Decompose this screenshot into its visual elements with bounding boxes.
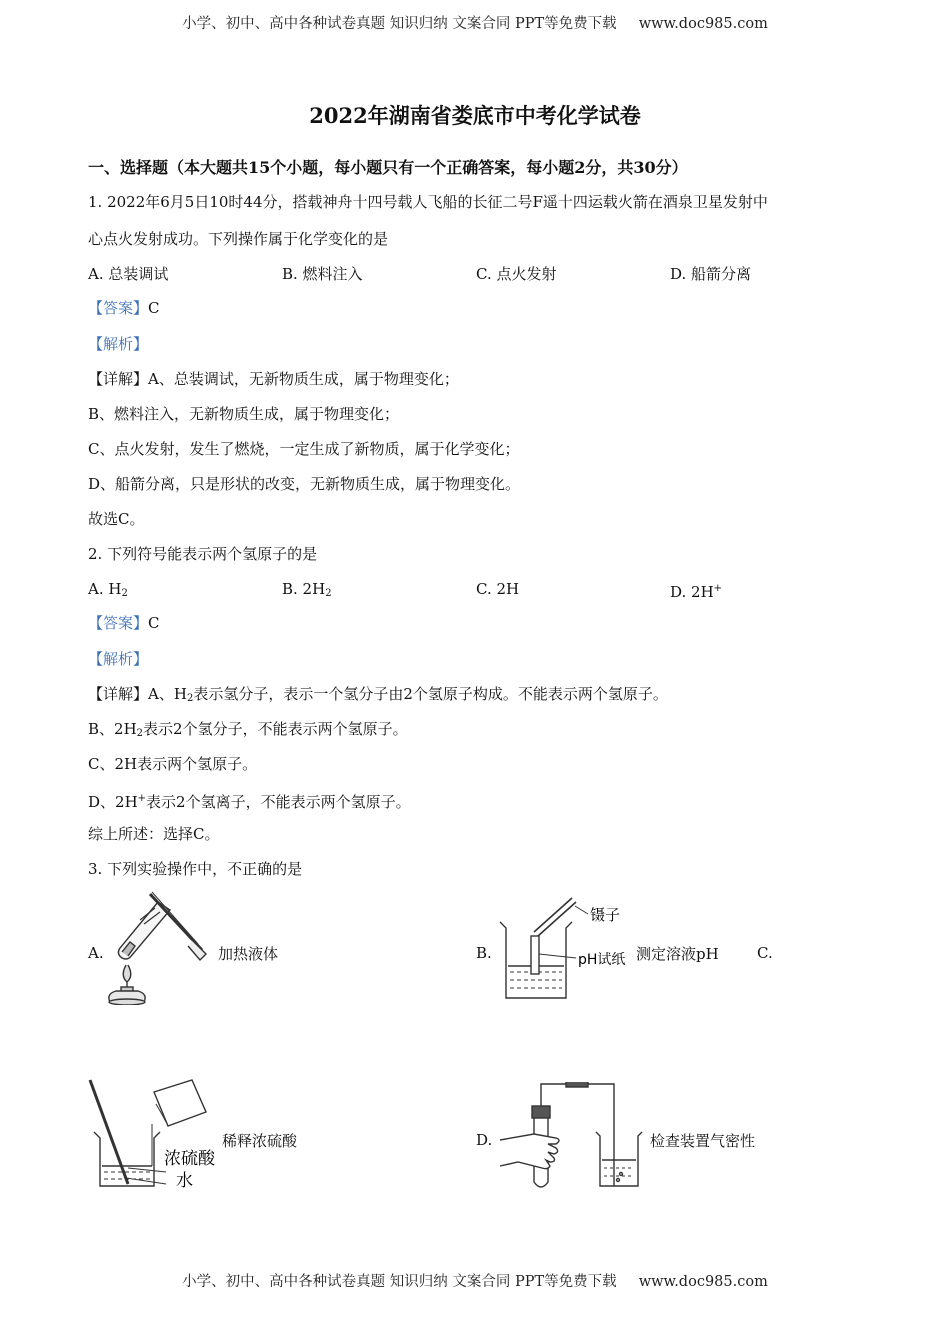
q3-option-b-label: B. bbox=[476, 944, 492, 962]
airtightness-illustration bbox=[496, 1082, 651, 1194]
q1-detail-1 bbox=[88, 369, 459, 389]
detail-tag: 【详解】 bbox=[88, 370, 149, 388]
detail-text: A、H bbox=[148, 685, 187, 703]
ph-test-illustration bbox=[498, 892, 638, 1004]
answer-value: C bbox=[148, 614, 160, 632]
q1-analysis-tag: 【解析】 bbox=[88, 335, 149, 353]
subscript: 2 bbox=[325, 588, 332, 599]
q2-option-c: C. 2H bbox=[476, 580, 520, 598]
q3-caption-d: 检查装置气密性 bbox=[650, 1132, 756, 1150]
formula: D. 2H bbox=[670, 583, 714, 601]
answer-tag: 【答案】 bbox=[88, 614, 149, 632]
q1-detail-2: B、燃料注入，无新物质生成，属于物理变化； bbox=[88, 405, 400, 423]
q1-stem-line1: 1. 2022年6月5日10时44分，搭载神舟十四号载人飞船的长征二号F遥十四运载火箭在酒泉卫星发射中 bbox=[88, 193, 768, 211]
answer-tag: 【答案】 bbox=[88, 299, 149, 317]
q2-detail-5: 综上所述：选择C。 bbox=[88, 825, 220, 843]
q3-caption-a: 加热液体 bbox=[218, 945, 279, 963]
q2-detail-2 bbox=[88, 719, 408, 744]
superscript: + bbox=[137, 793, 147, 804]
q3-caption-b: 测定溶液pH bbox=[636, 945, 719, 963]
water-label: 水 bbox=[176, 1171, 193, 1191]
q1-detail-5: 故选C。 bbox=[88, 510, 145, 528]
detail-text: 表示2个氢离子，不能表示两个氢原子。 bbox=[146, 793, 411, 811]
q3-stem: 3. 下列实验操作中，不正确的是 bbox=[88, 860, 303, 878]
ph-paper-label: pH试纸 bbox=[578, 952, 626, 968]
formula: A. H bbox=[88, 580, 122, 598]
q3-caption-c: 稀释浓硫酸 bbox=[222, 1132, 298, 1150]
header-site-link[interactable]: www.doc985.com bbox=[638, 16, 768, 32]
q3-option-d-label: D. bbox=[476, 1131, 493, 1149]
detail-tag: 【详解】 bbox=[88, 685, 149, 703]
dilute-acid-illustration bbox=[86, 1074, 221, 1194]
q2-option-b bbox=[282, 579, 332, 604]
header-text: 小学、初中、高中各种试卷真题 知识归纳 文案合同 PPT等免费下载 bbox=[182, 16, 617, 32]
acid-label: 浓硫酸 bbox=[164, 1149, 215, 1169]
q1-option-a: A. 总装调试 bbox=[88, 265, 169, 283]
formula: B. 2H bbox=[282, 580, 326, 598]
q2-analysis-tag: 【解析】 bbox=[88, 650, 149, 668]
page-footer bbox=[0, 1270, 950, 1291]
q2-option-d bbox=[670, 579, 722, 602]
detail-text: B、2H bbox=[88, 720, 137, 738]
superscript: + bbox=[713, 583, 723, 594]
tweezers-label: 镊子 bbox=[590, 906, 621, 924]
detail-text: 表示2个氢分子，不能表示两个氢原子。 bbox=[143, 720, 408, 738]
subscript: 2 bbox=[136, 728, 144, 739]
q1-option-b: B. 燃料注入 bbox=[282, 265, 363, 283]
q2-stem: 2. 下列符号能表示两个氢原子的是 bbox=[88, 545, 318, 563]
footer-text: 小学、初中、高中各种试卷真题 知识归纳 文案合同 PPT等免费下载 bbox=[182, 1274, 617, 1290]
q3-option-a-label: A. bbox=[88, 944, 104, 962]
q2-detail-1 bbox=[88, 684, 668, 709]
detail-text: A、总装调试，无新物质生成，属于物理变化； bbox=[148, 370, 459, 388]
detail-text: D、2H bbox=[88, 793, 138, 811]
q1-option-c: C. 点火发射 bbox=[476, 265, 557, 283]
heating-liquid-illustration bbox=[100, 890, 215, 1005]
q1-stem-line2: 心点火发射成功。下列操作属于化学变化的是 bbox=[88, 230, 389, 248]
page-header bbox=[0, 12, 950, 33]
detail-text: 表示氢分子，表示一个氢分子由2个氢原子构成。不能表示两个氢原子。 bbox=[193, 685, 668, 703]
answer-value: C bbox=[148, 299, 160, 317]
subscript: 2 bbox=[121, 588, 128, 599]
q1-answer bbox=[88, 298, 160, 318]
q1-detail-4: D、船箭分离，只是形状的改变，无新物质生成，属于物理变化。 bbox=[88, 475, 521, 493]
q1-detail-3: C、点火发射，发生了燃烧，一定生成了新物质，属于化学变化； bbox=[88, 440, 520, 458]
q2-option-a bbox=[88, 579, 128, 604]
q3-option-c-label: C. bbox=[757, 944, 773, 962]
q2-answer bbox=[88, 613, 160, 633]
q1-option-d: D. 船箭分离 bbox=[670, 265, 752, 283]
section-heading: 一、选择题（本大题共15个小题，每小题只有一个正确答案，每小题2分，共30分） bbox=[88, 158, 688, 177]
q2-detail-4 bbox=[88, 789, 411, 812]
page-title: 2022年湖南省娄底市中考化学试卷 bbox=[309, 103, 641, 128]
q2-detail-3: C、2H表示两个氢原子。 bbox=[88, 755, 258, 773]
subscript: 2 bbox=[186, 693, 194, 704]
footer-site-link[interactable]: www.doc985.com bbox=[638, 1274, 768, 1290]
